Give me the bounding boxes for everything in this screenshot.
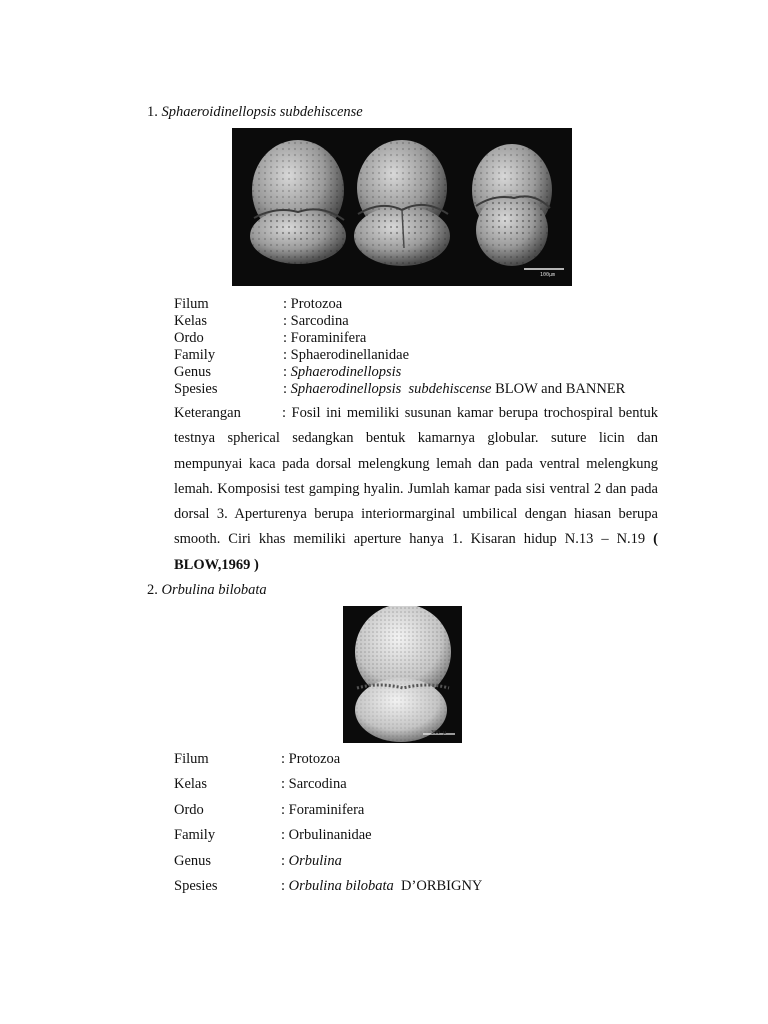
taxonomy-label: Filum — [174, 751, 209, 767]
taxonomy-value — [283, 381, 625, 398]
citation: ( BLOW,1969 ) — [174, 531, 658, 573]
genus-name: Sphaerodinellopsis — [290, 364, 402, 380]
section-1-title: Sphaeroidinellopsis subdehiscense — [161, 104, 363, 120]
genus-name: Orbulina — [288, 852, 342, 869]
specimen-1-illustration — [232, 128, 572, 286]
section-2-number: 2. — [147, 582, 158, 598]
taxonomy-colon: : — [283, 364, 291, 380]
taxonomy-label: Ordo — [174, 801, 204, 818]
taxonomy-label: Family — [174, 827, 216, 844]
specimen-photo-1 — [232, 128, 572, 286]
taxonomy-value: : Protozoa — [283, 296, 343, 312]
taxonomy-value — [281, 853, 342, 870]
specimen-2-illustration — [343, 606, 462, 743]
taxonomy-value: : Orbulinanidae — [281, 827, 372, 844]
species-author: D’ORBIGNY — [393, 877, 483, 894]
scale-bar-label-2: 300 μ — [431, 730, 447, 736]
taxonomy-value: : Protozoa — [281, 751, 341, 767]
taxonomy-label: Genus — [174, 364, 212, 380]
taxonomy-value: : Foraminifera — [281, 801, 365, 818]
taxonomy-colon: : — [281, 852, 289, 869]
taxonomy-label: Kelas — [174, 776, 208, 793]
taxonomy-label: Genus — [174, 852, 212, 869]
keterangan-paragraph — [174, 401, 658, 578]
keterangan-text: : Fosil ini memiliki susunan kamar berupa trochospiral bentuk testnya spherical sedangkan bentuk kamarnya globular. suture licin dan mempunyai kaca pada dorsal melengkung lemah dan pada ventral melengkung lemah. Komposisi test gamping hyalin. Jumlah kamar pada sisi ventral 2 dan pada dorsal 3. Aperturenya berupa interiormarginal umbilical dengan hiasan berupa smooth. Ciri khas memiliki aperture hanya 1. Kisaran hidup N.13 – N.19 — [174, 405, 658, 548]
taxonomy-value — [281, 878, 482, 895]
species-name: Orbulina bilobata — [288, 877, 394, 894]
species-name: Sphaerodinellopsis subdehiscense — [290, 381, 492, 397]
scale-bar-label-1: 100μm — [540, 272, 556, 278]
keterangan-label: Keterangan — [174, 405, 241, 421]
taxonomy-value — [283, 364, 401, 381]
section-1-number: 1. — [147, 104, 158, 120]
taxonomy-label: Filum — [174, 296, 209, 312]
section-1-heading — [147, 104, 363, 121]
taxonomy-colon: : — [283, 381, 291, 397]
specimen-photo-2 — [343, 606, 462, 743]
taxonomy-label: Family — [174, 347, 216, 363]
taxonomy-label: Kelas — [174, 313, 208, 329]
taxonomy-label: Spesies — [174, 381, 218, 397]
taxonomy-value: : Sarcodina — [283, 313, 349, 329]
taxonomy-label: Ordo — [174, 330, 204, 346]
taxonomy-label: Spesies — [174, 877, 218, 894]
taxonomy-colon: : — [281, 877, 289, 894]
species-author: BLOW and BANNER — [491, 381, 626, 397]
section-2-title: Orbulina bilobata — [161, 582, 267, 598]
taxonomy-value: : Sarcodina — [281, 776, 347, 793]
section-2-heading — [147, 582, 267, 599]
taxonomy-value: : Foraminifera — [283, 330, 367, 346]
taxonomy-value: : Sphaerodinellanidae — [283, 347, 410, 363]
